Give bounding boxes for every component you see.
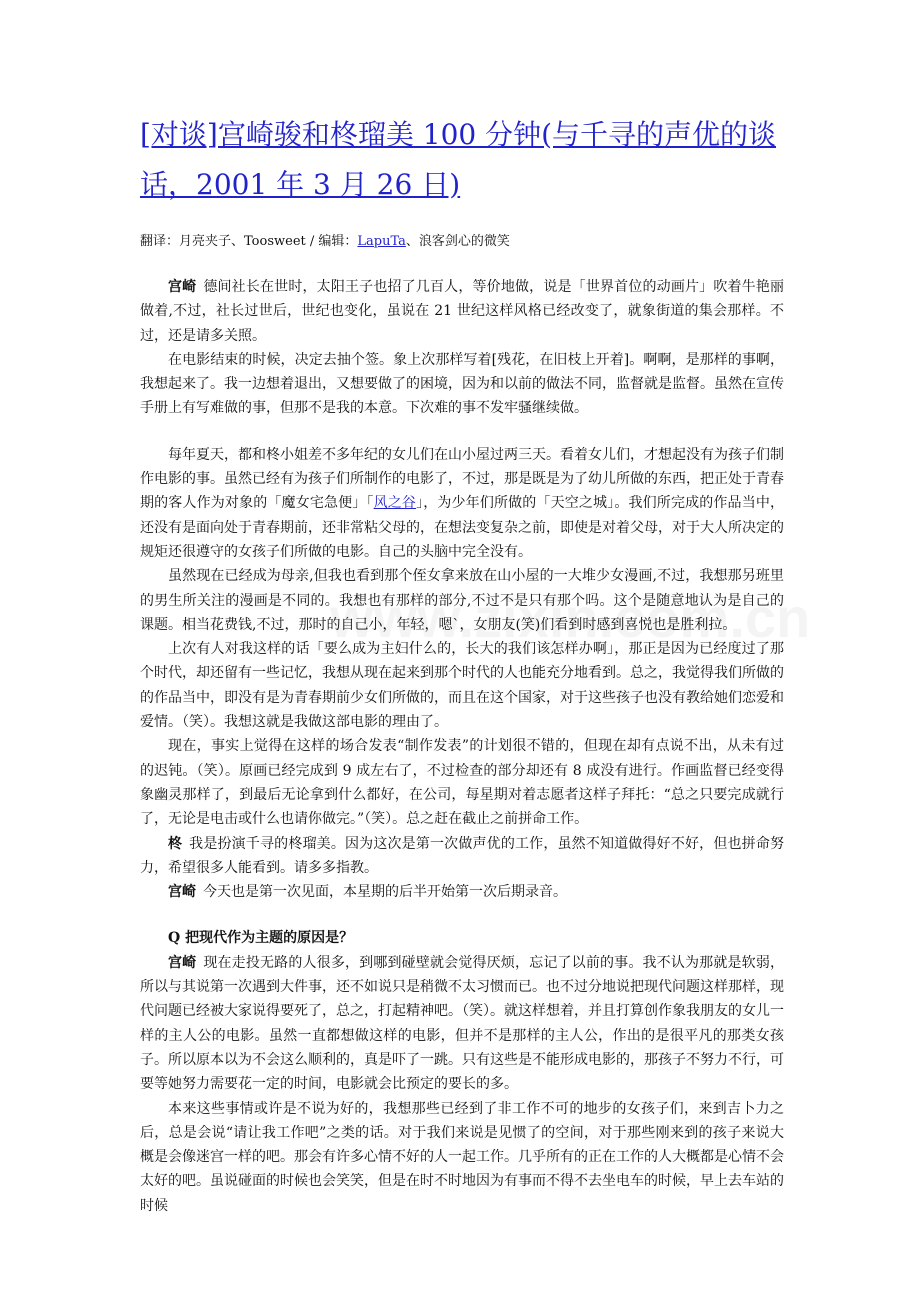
speaker-label: 柊 [168, 835, 183, 852]
paragraph-text: 」，为少年们所做的「天空之城」。我们所完成的作品当中，还没有是面向处于青春期前，还非常粘父母的，在想法变复杂之前，即使是对着父母，对于大人所决定的规矩还很遵守的女孩子们所做的电影。自己的头脑中完全没有。 [140, 495, 785, 560]
translators: 月亮夹子、Toosweet [179, 234, 306, 249]
paragraph-text: 本来这些事情或许是不说为好的，我想那些已经到了非工作不可的地步的女孩子们，来到吉卜力之后，总是会说“请让我工作吧”之类的话。对于我们来说是见惯了的空间，对于那些刚来到的孩子来说大概是会像迷宫一样的吧。那会有许多心情不好的人一起工作。几乎所有的正在工作的人大概都是心情不会太好的吧。虽说碰面的时候也会笑笑，但是在时不时地因为有事而不得不去坐电车的时候，早上去车站的时候 [140, 1100, 784, 1214]
blank-line [140, 421, 784, 443]
speaker-label: 宫崎 [168, 954, 197, 971]
speaker-label: 宫崎 [168, 279, 197, 295]
credits-separator: / [305, 234, 319, 249]
document-page [140, 110, 784, 1218]
article-title-link[interactable]: [对谈]宫崎骏和柊瑠美 100 分钟(与千寻的声优的谈话，2001 年 3 月 26 日) [140, 118, 777, 201]
paragraph [140, 734, 784, 831]
paragraph-text: 在电影结束的时候，决定去抽个签。象上次那样写着[残花，在旧枝上开着]。啊啊，是那样的事啊，我想起来了。我一边想着退出，又想要做了的困境，因为和以前的做法不同，监督就是监督。虽然在宣传手册上有写难做的事，但那不是我的本意。下次难的事不发牢骚继续做。 [140, 351, 784, 417]
translate-label: 翻译： [140, 234, 180, 249]
paragraph-text: 现在走投无路的人很多，到哪到碰壁就会觉得厌烦，忘记了以前的事。我不认为那就是软弱，所以与其说第一次遇到大件事，还不如说只是稍微不太习惯而已。也不过分地说把现代问题这样那样，现代问题已经被大家说得要死了，总之，打起精神吧。（笑）。就这样想着，并且打算创作象我朋友的女儿一样的主人公的电影。虽然一直都想做这样的电影，但并不是那样的主人公，作出的是很平凡的那类女孩子。所以原本以为不会这么顺利的，真是吓了一跳。只有这些是不能形成电影的，那孩子不努力不行，可要等她努力需要花一定的时间，电影就会比预定的要长的多。 [140, 954, 785, 1093]
speaker-label: 宫崎 [168, 884, 196, 901]
blank-line [140, 904, 784, 926]
paragraph-text: 虽然现在已经成为母亲,但我也看到那个侄女拿来放在山小屋的一大堆少女漫画,不过，我想那另班里的男生所关注的漫画是不同的。我想也有那样的部分,不过不是只有那个吗。这个是随意地认为是自己的课题。相当花费钱,不过，那时的自己小，年轻，嗯`，女朋友(笑)们看到时感到喜悦也是胜利拉。 [140, 568, 784, 633]
question-heading: Q 把现代作为主题的原因是？ [168, 930, 354, 947]
paragraph-text: 我是扮演千寻的柊瑠美。因为这次是第一次做声优的工作，虽然不知道做得好不好，但也拼命努力，希望很多人能看到。请多多指教。 [140, 835, 785, 876]
paragraph-text: 今天也是第一次见面，本星期的后半开始第一次后期录音。 [203, 884, 567, 901]
film-link-kaze-no-tani[interactable]: 风之谷 [373, 495, 417, 512]
paragraph [140, 637, 784, 734]
article-body [140, 275, 784, 1218]
paragraph-text: 德间社长在世时，太阳王子也招了几百人，等价地做，说是「世界首位的动画片」吹着牛艳丽做着,不过，社长过世后，世纪也变化，虽说在 21 世纪这样风格已经改变了，就象街道的集会那样。不过，还是请多关照。 [140, 279, 785, 344]
paragraph-text: 现在，事实上觉得在这样的场合发表“制作发表”的计划很不错的，但现在却有点说不出，从未有过的迟钝。（笑）。原画已经完成到 9 成左右了，不过检查的部分却还有 8 成没有进行。作画监督已经变得象幽灵那样了，到最后无论拿到什么都好，在公司，每星期对着志愿者这样子拜托：“总之只要完成就行了，无论是电击或什么也请你做完。”（笑）。总之赶在截止之前拼命工作。 [140, 738, 784, 828]
paragraph [140, 832, 784, 881]
paragraph [140, 275, 784, 348]
editor-label: 编辑： [318, 234, 358, 249]
credits-line [140, 230, 784, 254]
paragraph [140, 1097, 784, 1218]
paragraph-text: 上次有人对我这样的话「要么成为主妇什么的，长大的我们该怎样办啊」，那正是因为已经度过了那个时代，却还留有一些记忆，我想从现在起来到那个时代的人也能充分地看到。总之，我觉得我们所做的的作品当中，即没有是为青春期前少女们所做的，而且在这个国家，对于这些孩子也没有教给她们恋爱和爱情。（笑）。我想这就是我做这部电影的理由了。 [140, 641, 784, 731]
paragraph [140, 348, 784, 421]
paragraph [140, 951, 784, 1097]
editor-rest: 、浪客剑心的微笑 [405, 234, 510, 249]
paragraph [140, 880, 784, 904]
paragraph [140, 443, 784, 564]
paragraph [140, 564, 784, 637]
paragraph-text: 每年夏天，都和柊小姐差不多年纪的女儿们在山小屋过两三天。看着女儿们，才想起没有为孩子们制作电影的事。虽然已经有为孩子们所制作的电影了，不过，那是既是为了幼儿所做的东西，把正处于青春期的客人作为对象的「魔女宅急便」「 [140, 446, 784, 512]
editor-link-laputa[interactable]: LapuTa [357, 234, 406, 249]
